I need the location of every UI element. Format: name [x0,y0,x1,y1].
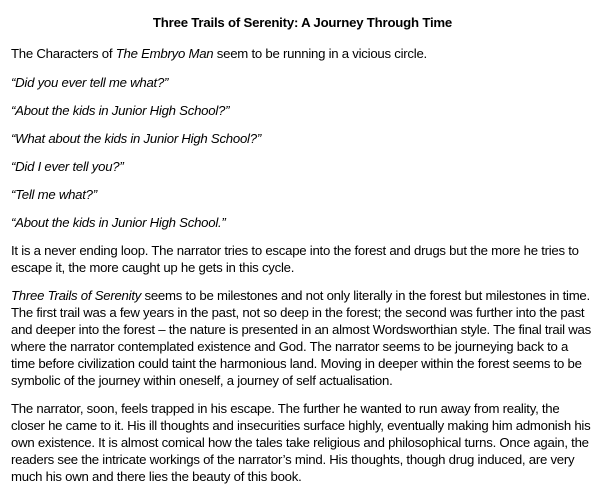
quote-line: “Did you ever tell me what?” [11,75,169,90]
quote-line: “About the kids in Junior High School.” [11,215,226,230]
intro-paragraph [11,45,594,62]
quote-line: “About the kids in Junior High School?” [11,103,230,118]
escape-paragraph: The narrator, soon, feels trapped in his escape. The further he wanted to run away from reality, the closer he came to it. His ill thoughts and insecurities surface highly, eventually making him admonish his own existence. It is almost comical how the tales take religious and philosophical turns. Once again, the readers see the intricate workings of the narrator’s mind. His thoughts, though drug induced, are very much his own and there lies the beauty of this book. [11,401,591,484]
trails-text: seems to be milestones and not only literally in the forest but milestones in time. The first trail was a few years in the past, not so deep in the forest; the second was further into the past and deeper into the forest – the nature is presented in an almost Wordsworthian style. The final trail was where the narrator contemplated existence and God. The narrator seems to be journeying back to a time before civilization could taint the harmonious land. Moving in deeper within the forest seems to be symbolic of the journey within oneself, a journey of self actualisation. [11,288,591,388]
intro-book-title: The Embryo Man [115,46,214,61]
intro-before: The Characters of [11,46,116,61]
document-title: Three Trails of Serenity: A Journey Through Time [152,15,453,30]
quote-line: “Tell me what?” [11,187,97,202]
quote-line: “Did I ever tell you?” [11,159,124,174]
quote-line: “What about the kids in Junior High School?” [11,131,261,146]
trails-book-title: Three Trails of Serenity [11,288,142,303]
trails-paragraph [11,287,594,389]
loop-paragraph: It is a never ending loop. The narrator tries to escape into the forest and drugs but the more he tries to escape it, the more caught up he gets in this cycle. [11,243,579,275]
intro-after: seem to be running in a vicious circle. [213,46,427,61]
